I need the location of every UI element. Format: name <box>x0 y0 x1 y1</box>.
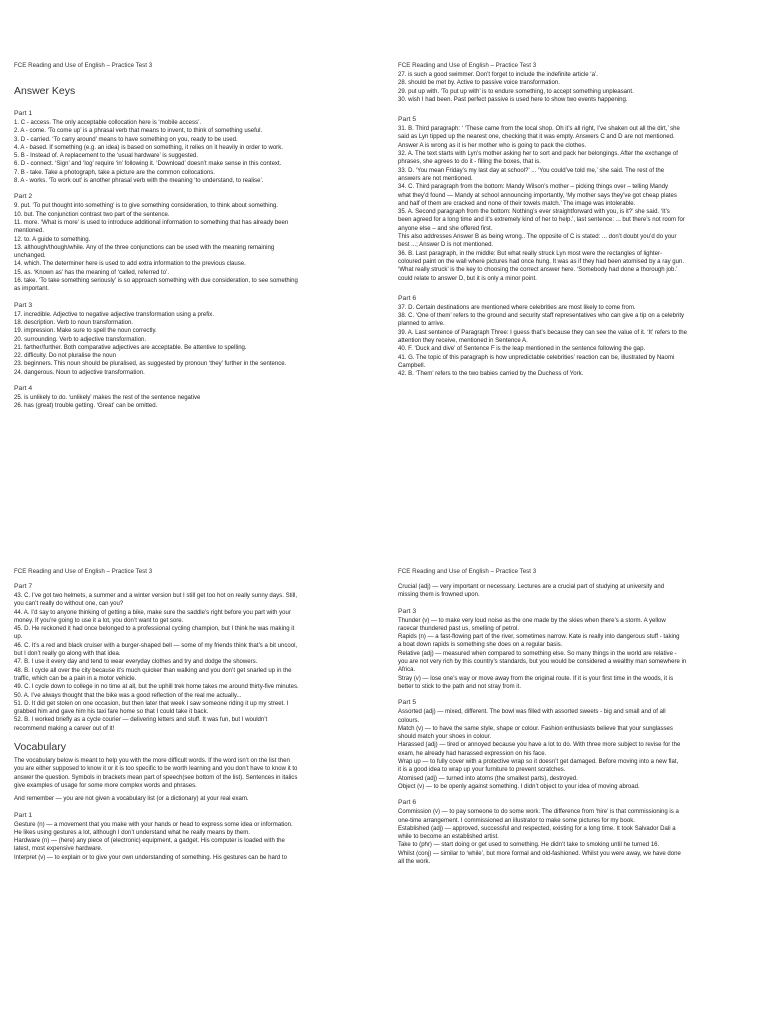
text-line: 38. C. ‘One of them’ refers to the ground and security staff representatives who can give a tip on a celebrity <box>398 313 685 320</box>
text-line: said as Lyn tipped up the nearest one, checking that it was empty. Answers C and D are not mentioned. <box>398 134 675 141</box>
vocab-part-1-heading: Part 1 <box>14 811 33 819</box>
text-line: racecar thundered past us, smelling of petrol. <box>398 625 520 632</box>
text-line: all the work. <box>398 859 431 866</box>
text-line: Commission (v) — to pay someone to do some work. The difference from ‘hire’ is that commissioning is a <box>398 809 679 816</box>
text-line: one-time arrangement. I commissioned an illustrator to make some pictures for my book. <box>398 817 635 824</box>
part-4-answers <box>14 394 364 411</box>
text-line: you can’t really do without one, can you? <box>14 601 124 608</box>
text-line: 34. C. Third paragraph from the bottom: Mandy Wilson’s mother – picking things over – telling Mandy <box>398 184 669 191</box>
text-line: colours. <box>398 717 420 724</box>
document-page-9 <box>0 0 384 512</box>
part-5-answers <box>398 125 754 283</box>
text-line: 3. D - carried. ‘To carry around’ means to have something on you, ready to be used. <box>14 136 238 143</box>
text-line: coloured paint on the wall where pictures had once hung. It was as if they had been atomised by a ray gun. <box>398 258 685 265</box>
text-line: 36. B. Last paragraph, in the middle: But what really struck Lyn most were the rectangles of lighter- <box>398 250 662 257</box>
text-line: money. If you’re going to use it a lot, you don’t want to get sore. <box>14 617 184 624</box>
text-line: it is a good idea to wrap up your furniture to prevent scratches. <box>398 767 566 774</box>
text-line: 30. wish I had been. Past perfect passive is used here to show two events happening. <box>398 96 628 103</box>
text-line: Take to (phr) — start doing or get used to something. He didn’t take to smoking until he turned 16. <box>398 842 660 849</box>
text-line: Africa. <box>398 667 416 674</box>
vocab-part-3-entries <box>398 617 754 692</box>
text-line: 10. but. The conjunction contrast two part of the sentence. <box>14 211 170 218</box>
vocab-part-5-entries <box>398 708 754 791</box>
text-line: 6. D - connect. ‘Sign’ and ‘log’ require ‘in’ following it. ‘Download’ doesn’t make sense in this context. <box>14 161 282 168</box>
text-line: 42. B. ‘Them’ refers to the two babies carried by the Duchess of York. <box>398 371 584 378</box>
text-line: been agreed for a long time and it’s extremely kind of her to help.’, last sentence: ... but there’s not room for <box>398 217 685 224</box>
text-line: 15. as. ‘Known as’ has the meaning of ‘called, referred to’. <box>14 269 170 276</box>
text-line: anyone else – and she offered first. <box>398 225 493 232</box>
text-line: This also addresses Answer B as being wrong.. The opposite of C is stated: ... don’t doubt you’d do your <box>398 234 677 241</box>
text-line: Answer A is wrong as it is her mother who is going to pack the clothes. <box>398 142 587 149</box>
text-line: as important. <box>14 286 49 293</box>
part-4-continued-answers <box>398 71 754 104</box>
vocab-part-2-continued <box>398 583 754 600</box>
text-line: Established (adj) — approved, successful and respected, existing for a long time. It took Salvador Dali a <box>398 825 676 832</box>
vocab-part-6-entries <box>398 808 754 866</box>
text-line: 52. B. I worked briefly as a cycle courier — delivering letters and stuff. It was fun, but I wouldn’t <box>14 717 268 724</box>
text-line: Harassed (adj) — tired or annoyed because you have a lot to do. With three more subject to revise for the <box>398 742 681 749</box>
text-line: 26. has (great) trouble getting. ‘Great’ can be omitted. <box>14 403 158 410</box>
vocabulary-intro <box>14 757 364 790</box>
text-line: Hardware (n) — (here) any piece of (electronic) equipment, a gadget. His computer is loaded with the <box>14 838 285 845</box>
text-line: Stray (v) — lose one’s way or move away from the original route. If it is your first time in the woods, it is <box>398 675 674 682</box>
text-line: answer the question. Symbols in brackets mean part of speech(see bottom of the list). Sentences in italics <box>14 774 298 781</box>
part-5-heading: Part 5 <box>398 116 417 124</box>
text-line: what they’d found — Mandy at school announcing importantly, ‘My mother says they’ve got cheap plates <box>398 192 677 199</box>
text-line: 27. is such a good swimmer. Don’t forget to include the indefinite article ‘a’. <box>398 72 598 78</box>
text-line: 2. A - come. ‘To come up’ is a phrasal verb that means to invent, to think of something useful. <box>14 128 263 135</box>
text-line: 24. dangerous. Noun to adjective transformation. <box>14 369 145 376</box>
part-6-heading: Part 6 <box>398 294 417 302</box>
page-header: FCE Reading and Use of English – Practice Test 3 <box>14 568 153 575</box>
text-line: ‘What really struck’ is the key to choosing the correct answer here. ‘Somebody had done a thorough job.’ <box>398 267 678 274</box>
text-line: traffic, which can be a pain in a motor vehicle. <box>14 675 137 682</box>
text-line: The vocabulary below is meant to help you with the more difficult words. If the word isn’t on the list then <box>14 758 290 765</box>
text-line: 49. C. I cycle down to college in no time at all, but the uphill trek home takes me around thirty-five minutes. <box>14 684 299 691</box>
document-page-10 <box>384 0 768 512</box>
document-page-11 <box>0 512 384 1024</box>
text-line: but I don’t really go along with that idea. <box>14 651 121 658</box>
text-line: 50. A. I’ve always thought that the bike was a good reflection of the real me actually... <box>14 692 242 699</box>
text-line: Match (v) — to have the same style, shape or colour. Fashion enthusiasts believe that your sunglasses <box>398 725 673 732</box>
text-line: Gesture (n) — a movement that you make with your hands or head to express some idea or information. <box>14 821 293 828</box>
text-line: Thunder (v) — to make very loud noise as the one made by the skies when there’s a storm. A yellow <box>398 617 666 624</box>
part-4-heading: Part 4 <box>14 385 33 393</box>
text-line: 39. A. Last sentence of Paragraph Three: I guess that’s because they can see the value of it. ‘It’ refers to the <box>398 329 687 336</box>
text-line: Atomised (adj) — turned into atoms (the smallest parts), destroyed. <box>398 775 578 782</box>
text-line: you are not very rich by this country’s standards, but you would be considered a wealthy man somewhere in <box>398 659 687 666</box>
text-line: 5. B - Instead of. A replacement to the ‘usual hardware’ is suggested. <box>14 153 198 160</box>
text-line: 1. C - access. The only acceptable collocation here is ‘mobile access’. <box>14 120 202 126</box>
text-line: missing them is frowned upon. <box>398 592 480 599</box>
text-line: should match your shoes in colour. <box>398 734 492 741</box>
text-line: Whilst (conj) — similar to ‘while’, but more formal and old-fashioned. Whilst you were away, we have done <box>398 850 681 857</box>
text-line: you are either supposed to know it or it is too specific to be worth learning and you don’t have to know it to <box>14 766 298 773</box>
part-1-answers <box>14 119 364 185</box>
text-line: 8. A - works. ‘To work out’ is another phrasal verb with the meaning ‘to understand, to realise’. <box>14 178 264 185</box>
page-header: FCE Reading and Use of English – Practice Test 3 <box>398 62 537 69</box>
text-line: 18. description. Verb to noun transformation. <box>14 319 133 326</box>
text-line: Relative (adj) — measured when compared to something else. So many things in the world are relative - <box>398 650 677 657</box>
text-line: 19. impression. Make sure to spell the noun correctly. <box>14 328 157 335</box>
text-line: 21. farther/further. Both comparative adjectives are acceptable. Be attentive to spelling. <box>14 344 247 351</box>
text-line: could relate to answer D, but it is only a minor point. <box>398 275 537 282</box>
text-line: and half of them are cracked and none of their towels match.’ The image was intolerable. <box>398 200 636 207</box>
text-line: recommend making a career out of it! <box>14 725 115 732</box>
text-line: 43. C. I’ve got two helmets, a summer and a winter version but I still get too hot on really sunny days. Still, <box>14 593 297 599</box>
text-line: 28. should be met by. Active to passive voice transformation. <box>398 80 560 87</box>
vocab-part-1-entries <box>14 821 364 862</box>
part-1-heading: Part 1 <box>14 110 33 117</box>
text-line: 37. D. Certain destinations are mentioned where celebrities are most likely to come from. <box>398 304 636 311</box>
text-line: planned to arrive. <box>398 321 445 328</box>
answer-keys-title: Answer Keys <box>14 85 76 97</box>
text-line: grabbed him and gave him his taxi fare home so that I could take it back. <box>14 709 209 716</box>
text-line: 40. F. ‘Duck and dive’ of Sentence F is the leap mentioned in the sentence following the gap. <box>398 346 646 353</box>
text-line: Crucial (adj) — very important or necessary. Lectures are a crucial part of studying at university and <box>398 584 665 590</box>
text-line: answers are not mentioned. <box>398 175 473 182</box>
text-line: best ...; Answer D is not mentioned. <box>398 242 494 249</box>
part-3-answers <box>14 311 364 377</box>
text-line: Assorted (adj) — mixed, different. The bowl was filled with assorted sweets - big and small and of all <box>398 709 666 716</box>
text-line: give examples of usage for some more complex words and phrases. <box>14 782 197 789</box>
text-line: unchanged. <box>14 253 46 260</box>
part-2-answers <box>14 202 364 293</box>
page-header: FCE Reading and Use of English – Practice Test 3 <box>398 568 537 575</box>
page-header: FCE Reading and Use of English – Practice Test 3 <box>14 62 153 69</box>
part-6-answers <box>398 304 754 379</box>
text-line: latest, most expensive hardware. <box>14 846 103 853</box>
text-line: 12. to. A guide to something. <box>14 236 91 243</box>
part-7-answers <box>14 592 364 733</box>
text-line: a boat down rapids is something she does on a regular basis. <box>398 642 563 649</box>
text-line: Wrap up — to fully cover with a protective wrap so it doesn’t get damaged. Before moving into a new flat, <box>398 759 679 766</box>
document-page-12 <box>384 512 768 1024</box>
text-line: 48. B. I cycle all over the city because it’s much quicker than walking and you don’t get snarled up in the <box>14 667 292 674</box>
text-line: He likes using gestures a lot, although I don’t understand what he really means by them. <box>14 829 250 836</box>
vocab-part-3-heading: Part 3 <box>398 607 417 615</box>
part-3-heading: Part 3 <box>14 301 33 309</box>
text-line: up. <box>14 634 23 641</box>
text-line: better to stick to the path and not stray from it. <box>398 683 522 690</box>
vocabulary-reminder: And remember — you are not given a vocabulary list (or a dictionary) at your real exam. <box>14 796 249 803</box>
text-line: 51. D. It did get stolen on one occasion, but then later that week I saw someone riding it up my street. I <box>14 700 289 707</box>
text-line: 33. D. ‘You mean Friday’s my last day at school?’ ... ‘You could’ve told me,’ she said. The rest of the <box>398 167 665 174</box>
text-line: 22. difficulty. Do not pluralise the noun <box>14 353 116 360</box>
text-line: Campbell. <box>398 362 426 369</box>
text-line: while to become an established artist. <box>398 834 499 841</box>
text-line: 23. beginners. This noun should be pluralised, as suggested by pronoun ‘they’ further in the sentence. <box>14 361 287 368</box>
text-line: 14. which. The determiner here is used to add extra information to the previous clause. <box>14 261 246 268</box>
text-line: 46. C. It’s a red and black cruiser with a burger-shaped bell — some of my friends think that’s a bit uncool, <box>14 642 298 649</box>
text-line: 16. take. ‘To take something seriously’ is so approach something with due consideration, to see something <box>14 278 298 285</box>
vocab-part-6-heading: Part 6 <box>398 799 417 807</box>
text-line: 17. incredible. Adjective to negative adjective transformation using a prefix. <box>14 311 214 318</box>
text-line: 35. A. Second paragraph from the bottom: Nothing’s ever straightforward with you, is it?’ she said. ‘It’s <box>398 209 670 216</box>
text-line: 32. A. The text starts with Lyn’s mother asking her to sort and pack her belongings. After the exchange of <box>398 151 678 158</box>
text-line: 20. surrounding. Verb to adjective transformation. <box>14 336 147 343</box>
vocabulary-title: Vocabulary <box>14 741 66 754</box>
text-line: 9. put. ‘To put thought into something’ is to give something consideration, to think about something. <box>14 203 278 210</box>
part-2-heading: Part 2 <box>14 193 33 201</box>
text-line: 47. B. I use it every day and tend to wear everyday clothes and try and dodge the showers. <box>14 659 258 666</box>
text-line: 4. A - based. If something (e.g. an idea) is based on something, it relies on it heavily in order to work. <box>14 144 283 151</box>
text-line: Rapids (n) — a fast-flowing part of the river, sometimes narrow. Kate is really into dangerous stuff - taking <box>398 634 680 641</box>
text-line: Interpret (v) — to explain or to give your own understanding of something. His gestures can be hard to <box>14 854 287 861</box>
text-line: 41. G. The topic of this paragraph is how unpredictable celebrities’ reaction can be, illustrated by Naomi <box>398 354 675 361</box>
vocab-part-5-heading: Part 5 <box>398 699 417 707</box>
text-line: 11. more. ‘What is more’ is used to introduce additional information to something that has already been <box>14 219 289 226</box>
part-7-heading: Part 7 <box>14 583 33 590</box>
text-line: 29. put up with. ‘To put up with’ is to endure something, to accept something unpleasant. <box>398 88 634 95</box>
text-line: attention they receive, mentioned in Sentence A. <box>398 338 528 345</box>
text-line: 7. B - take. Take a photograph, take a picture are the common collocations. <box>14 169 215 176</box>
text-line: 45. D. He reckoned it had once belonged to a professional cycling champion, but I think he was making it <box>14 626 295 633</box>
text-line: Object (v) — to be openly against something. I didn’t object to your idea of moving abroad. <box>398 783 640 790</box>
text-line: 44. A. I’d say to anyone thinking of getting a bike, make sure the saddle’s right before you part with your <box>14 609 291 616</box>
text-line: 25. is unlikely to do. ‘unlikely’ makes the rest of the sentence negative <box>14 395 201 402</box>
text-line: exam, he already had harassed expression on his face. <box>398 750 547 757</box>
text-line: 13. although/though/while. Any of the three conjunctions can be used with the meaning remaining <box>14 244 275 251</box>
text-line: phrases, she agrees to do it - filling the boxes, that is. <box>398 159 541 166</box>
text-line: 31. B. Third paragraph: ‘ ‘These came from the local shop. Oh it’s all right, I’ve shaken out all the dirt,’ she <box>398 126 680 133</box>
text-line: mentioned. <box>14 228 44 235</box>
